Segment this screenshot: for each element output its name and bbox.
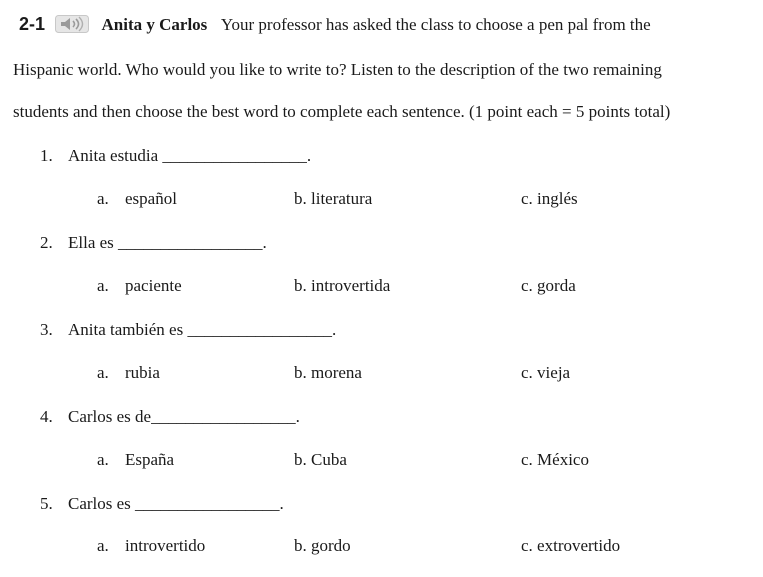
option-letter: b. xyxy=(294,276,307,295)
question-number: 1. xyxy=(40,146,53,165)
question-number: 3. xyxy=(40,320,53,339)
option-5a[interactable] xyxy=(97,536,205,556)
option-5c[interactable] xyxy=(521,536,620,556)
option-letter: b. xyxy=(294,536,307,555)
question-number: 5. xyxy=(40,494,53,513)
option-text: extrovertido xyxy=(537,536,621,555)
option-letter: c. xyxy=(521,363,533,382)
option-letter: c. xyxy=(521,276,533,295)
option-text: español xyxy=(125,189,177,208)
option-4b[interactable] xyxy=(294,450,347,470)
option-text: paciente xyxy=(125,276,182,295)
exercise-title: Anita y Carlos xyxy=(101,15,208,34)
option-letter: c. xyxy=(521,450,533,469)
option-letter: a. xyxy=(97,276,109,295)
option-5b[interactable] xyxy=(294,536,351,556)
option-letter: c. xyxy=(521,536,533,555)
option-text: introvertida xyxy=(311,276,391,295)
option-1c[interactable] xyxy=(521,189,578,209)
option-4a[interactable] xyxy=(97,450,174,470)
speaker-icon[interactable] xyxy=(55,15,89,33)
option-2a[interactable] xyxy=(97,276,182,296)
question-1 xyxy=(40,146,311,166)
option-text: gorda xyxy=(537,276,576,295)
option-text: México xyxy=(537,450,589,469)
instructions-line-1: Your professor has asked the class to choose a pen pal from the xyxy=(220,15,651,34)
question-text: Ella es _________________. xyxy=(68,233,267,252)
option-letter: a. xyxy=(97,189,109,208)
option-3a[interactable] xyxy=(97,363,160,383)
option-3c[interactable] xyxy=(521,363,570,383)
option-letter: b. xyxy=(294,450,307,469)
option-text: inglés xyxy=(537,189,578,208)
question-5 xyxy=(40,494,284,514)
option-text: Cuba xyxy=(311,450,347,469)
question-3 xyxy=(40,320,336,340)
question-number: 4. xyxy=(40,407,53,426)
instructions-line-3: students and then choose the best word to complete each sentence. (1 point each = 5 points total) xyxy=(13,102,671,121)
option-3b[interactable] xyxy=(294,363,362,383)
option-2c[interactable] xyxy=(521,276,576,296)
question-number: 2. xyxy=(40,233,53,252)
option-2b[interactable] xyxy=(294,276,390,296)
question-text: Carlos es de_________________. xyxy=(68,407,300,426)
question-2 xyxy=(40,233,267,253)
option-letter: a. xyxy=(97,450,109,469)
option-4c[interactable] xyxy=(521,450,589,470)
option-text: vieja xyxy=(537,363,571,382)
exercise-header xyxy=(19,14,651,35)
option-letter: c. xyxy=(521,189,533,208)
question-4 xyxy=(40,407,300,427)
option-text: literatura xyxy=(311,189,373,208)
question-text: Carlos es _________________. xyxy=(68,494,284,513)
option-letter: a. xyxy=(97,536,109,555)
option-text: rubia xyxy=(125,363,160,382)
option-text: gordo xyxy=(311,536,351,555)
option-letter: b. xyxy=(294,189,307,208)
option-text: morena xyxy=(311,363,362,382)
question-text: Anita estudia _________________. xyxy=(68,146,312,165)
option-1a[interactable] xyxy=(97,189,177,209)
question-text: Anita también es _________________. xyxy=(68,320,337,339)
option-letter: a. xyxy=(97,363,109,382)
option-text: España xyxy=(125,450,175,469)
option-letter: b. xyxy=(294,363,307,382)
exercise-number: 2-1 xyxy=(19,14,46,34)
instructions-line-2: Hispanic world. Who would you like to write to? Listen to the description of the two remaining xyxy=(13,60,662,79)
option-text: introvertido xyxy=(125,536,206,555)
option-1b[interactable] xyxy=(294,189,372,209)
